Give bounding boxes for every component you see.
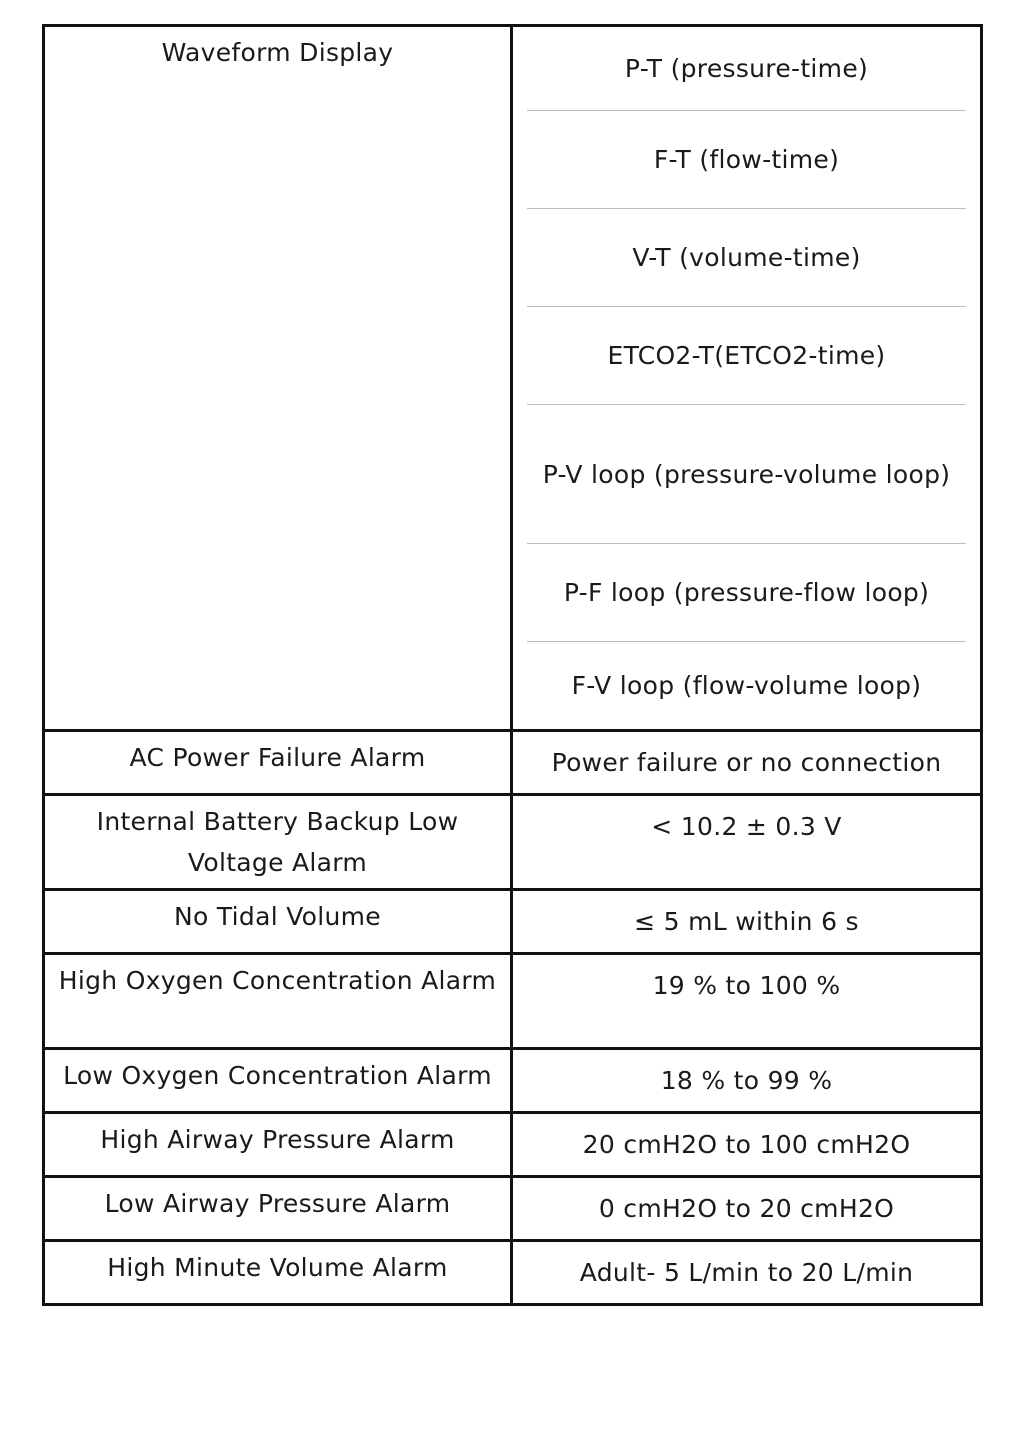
list-item [527,111,966,209]
list-item [527,209,966,307]
waveform-label-cell [44,26,512,731]
waveform-item-pt: P-T (pressure-time) [624,54,869,83]
table-row [44,731,982,795]
label-cell [44,731,512,795]
low-oxygen-value: 18 % to 99 % [660,1066,833,1095]
table-row [44,1241,982,1305]
ac-power-failure-value: Power failure or no connection [551,748,942,777]
label-cell [44,1177,512,1241]
value-cell [512,1113,982,1177]
list-item [527,307,966,405]
waveform-item-vt: V-T (volume-time) [632,243,861,272]
value-cell [512,1241,982,1305]
high-oxygen-value: 19 % to 100 % [652,971,841,1000]
value-cell [512,1177,982,1241]
no-tidal-volume-label: No Tidal Volume [174,902,381,931]
list-item [527,642,966,729]
list-item [527,27,966,111]
label-cell [44,890,512,954]
table-row [44,890,982,954]
label-cell [44,954,512,1049]
label-cell [44,1241,512,1305]
high-oxygen-label: High Oxygen Concentration Alarm [58,966,497,995]
waveform-label: Waveform Display [161,38,394,67]
label-cell [44,1049,512,1113]
list-item [527,544,966,642]
battery-low-voltage-value: < 10.2 ± 0.3 V [651,812,842,841]
list-item [527,405,966,544]
table-row [44,1177,982,1241]
waveform-item-pf-loop: P-F loop (pressure-flow loop) [563,578,930,607]
waveform-item-ft: F-T (flow-time) [653,145,840,174]
high-minute-volume-value: Adult- 5 L/min to 20 L/min [579,1258,914,1287]
battery-low-voltage-label: Internal Battery Backup Low Voltage Alarm [96,807,459,877]
value-cell [512,954,982,1049]
table-row [44,795,982,890]
table-row-waveform [44,26,982,731]
value-cell [512,731,982,795]
waveform-values-cell [512,26,982,731]
table-row [44,1049,982,1113]
value-cell [512,1049,982,1113]
specification-table [42,24,983,1306]
waveform-list [513,27,980,729]
low-airway-pressure-label: Low Airway Pressure Alarm [104,1189,451,1218]
low-airway-pressure-value: 0 cmH2O to 20 cmH2O [598,1194,895,1223]
table-row [44,954,982,1049]
value-cell [512,795,982,890]
label-cell [44,1113,512,1177]
ac-power-failure-label: AC Power Failure Alarm [129,743,426,772]
low-oxygen-label: Low Oxygen Concentration Alarm [63,1061,492,1090]
high-airway-pressure-label: High Airway Pressure Alarm [100,1125,455,1154]
table-row [44,1113,982,1177]
label-cell [44,795,512,890]
value-cell [512,890,982,954]
waveform-item-pv-loop: P-V loop (pressure-volume loop) [542,459,951,489]
waveform-item-etco2t: ETCO2-T(ETCO2-time) [607,341,886,370]
waveform-item-fv-loop: F-V loop (flow-volume loop) [571,671,922,700]
high-airway-pressure-value: 20 cmH2O to 100 cmH2O [582,1130,911,1159]
high-minute-volume-label: High Minute Volume Alarm [107,1253,448,1282]
no-tidal-volume-value: ≤ 5 mL within 6 s [634,907,859,936]
